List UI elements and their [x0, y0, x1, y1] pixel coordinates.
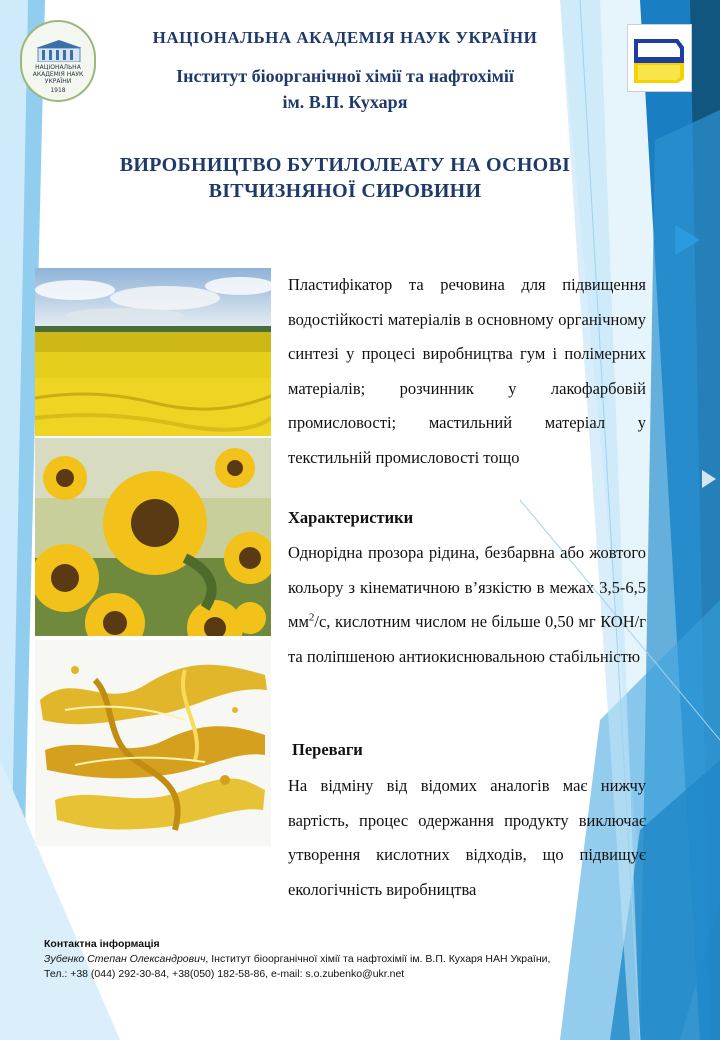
intro-text: Пластифікатор та речовина для підвищення водостійкості матеріалів в основному органічному синтезі у процесі виробництва гум і полімерних матеріалів; розчинник у лакофарбовій промисловості; мастильний матеріал у текстильній промисловості тощо	[288, 275, 646, 467]
institute-name: Інститут біоорганічної хімії та нафтохімії	[176, 66, 514, 86]
oil-splash-photo	[35, 640, 271, 846]
logo-text: НАЦІОНАЛЬНА АКАДЕМІЯ НАУК УКРАЇНИ	[32, 64, 84, 85]
superscript-2: 2	[308, 611, 315, 624]
institute-logo	[627, 24, 692, 92]
characteristics-heading: Характеристики	[288, 508, 414, 527]
contact-person: Зубенко Степан Олександрович	[44, 953, 206, 965]
building-icon	[36, 40, 82, 62]
characteristics-text	[288, 536, 646, 674]
contact-phones: Тел.: +38 (044) 292-30-84, +38(050) 182-58-86, e-mail: s.o.zubenko@ukr.net	[44, 968, 405, 980]
contact-title: Контактна інформація	[44, 938, 160, 950]
sunflowers-photo	[35, 438, 271, 636]
advantages-text: На відміну від відомих аналогів має нижчу вартість, процес одержання продукту виключає утворення кислотних відходів, що підвищує екологічність виробництва	[288, 776, 646, 899]
logo-year: 1918	[50, 87, 66, 94]
institute-logo-icon	[628, 25, 691, 91]
rapeseed-field-photo	[35, 268, 271, 436]
contact-affiliation: , Інститут біоорганічної хімії та нафтохімії ім. В.П. Кухаря НАН України,	[205, 953, 551, 965]
institute-name-line2: ім. В.П. Кухаря	[282, 92, 408, 112]
characteristics-text-part1: Однорідна прозора рідина, безбарвна або жовтого кольору з кінематичною в’язкістю в межах 3,5-6,5 мм	[288, 543, 646, 631]
characteristics-text-part2: /с, кислотним числом не більше 0,50 мг КОН/г та поліпшеною антиокиснювальною стабільністю	[288, 612, 646, 666]
contact-person-line	[44, 952, 648, 966]
page-title-line2: ВІТЧИЗНЯНОЇ СИРОВИНИ	[208, 180, 482, 202]
academy-name: НАЦІОНАЛЬНА АКАДЕМІЯ НАУК УКРАЇНИ	[152, 28, 538, 47]
page-title: ВИРОБНИЦТВО БУТИЛОЛЕАТУ НА ОСНОВІ	[119, 154, 571, 176]
advantages-heading: Переваги	[292, 740, 363, 759]
academy-logo	[20, 20, 96, 102]
